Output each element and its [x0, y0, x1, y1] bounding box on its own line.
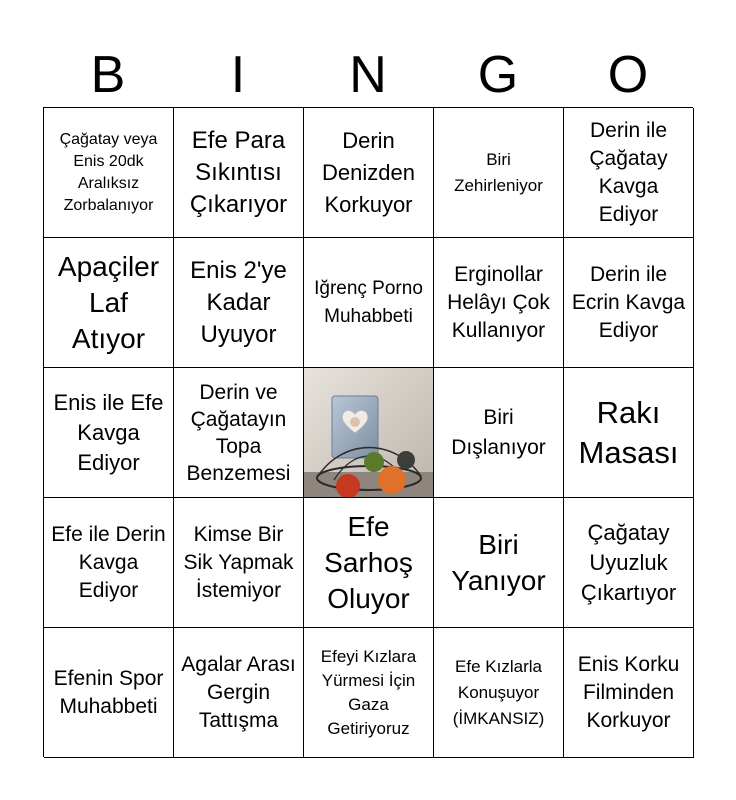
header-letter-o: O	[607, 46, 649, 104]
cell-text: Efe Para Sıkıntısı Çıkarıyor	[189, 126, 288, 218]
cell-text: Efe Sarhoş Oluyor	[324, 510, 413, 614]
bingo-cell-r5c1[interactable]	[44, 628, 174, 758]
cell-text: Efe ile Derin Kavga Ediyor	[51, 522, 166, 602]
cell-text: Efeyi Kızlara Yürmesi İçin Gaza Getiriyoruz	[320, 646, 417, 738]
bingo-cell-r2c5[interactable]	[564, 238, 694, 368]
bingo-cell-r4c2[interactable]	[174, 498, 304, 628]
cell-text: Iğrenç Porno Muhabbeti	[314, 277, 423, 327]
cell-text: Çağatay Uyuzluk Çıkartıyor	[580, 519, 677, 605]
cell-text: Biri Dışlanıyor	[451, 405, 546, 459]
bingo-cell-r4c3[interactable]	[304, 498, 434, 628]
cell-text: Agalar Arası Gergin Tattışma	[181, 652, 296, 732]
bingo-cell-r2c4[interactable]	[434, 238, 564, 368]
bingo-cell-r5c5[interactable]	[564, 628, 694, 758]
cell-text: Erginollar Helâyı Çok Kullanıyor	[447, 262, 550, 342]
cell-text: Rakı Masası	[578, 394, 679, 470]
cell-text: Biri Yanıyor	[451, 528, 546, 596]
header-letter-g: G	[477, 46, 519, 104]
cell-text: Derin ve Çağatayın Topa Benzemesi	[186, 380, 291, 485]
bingo-cell-r2c2[interactable]	[174, 238, 304, 368]
cell-text: Apaçiler Laf Atıyor	[57, 250, 160, 354]
bingo-cell-r3c5[interactable]	[564, 368, 694, 498]
cell-text: Derin ile Ecrin Kavga Ediyor	[571, 262, 686, 342]
free-space[interactable]	[304, 368, 434, 498]
cell-text: Enis Korku Filminden Korkuyor	[577, 652, 680, 732]
photo-frame-with-fruit-icon	[304, 368, 433, 497]
header-letter-n: N	[349, 46, 387, 104]
bingo-cell-r5c2[interactable]	[174, 628, 304, 758]
bingo-cell-r1c5[interactable]	[564, 108, 694, 238]
bingo-cell-r3c1[interactable]	[44, 368, 174, 498]
cell-text: Enis ile Efe Kavga Ediyor	[53, 389, 164, 475]
bingo-header	[43, 44, 693, 106]
bingo-cell-r5c3[interactable]	[304, 628, 434, 758]
bingo-cell-r3c4[interactable]	[434, 368, 564, 498]
cell-text: Derin ile Çağatay Kavga Ediyor	[589, 118, 668, 226]
bingo-cell-r4c1[interactable]	[44, 498, 174, 628]
bingo-cell-r4c5[interactable]	[564, 498, 694, 628]
bingo-cell-r2c1[interactable]	[44, 238, 174, 368]
bingo-board	[43, 107, 693, 757]
bingo-cell-r1c2[interactable]	[174, 108, 304, 238]
cell-text: Derin Denizden Korkuyor	[322, 127, 415, 217]
cell-text: Efe Kızlarla Konuşuyor (İMKANSIZ)	[452, 656, 545, 728]
cell-text: Efenin Spor Muhabbeti	[53, 666, 164, 718]
bingo-cell-r2c3[interactable]	[304, 238, 434, 368]
bingo-cell-r5c4[interactable]	[434, 628, 564, 758]
header-letter-b: B	[90, 46, 126, 104]
header-letter-i: I	[230, 46, 246, 104]
cell-text: Enis 2'ye Kadar Uyuyor	[190, 256, 287, 348]
cell-text: Kimse Bir Sik Yapmak İstemiyor	[183, 522, 294, 602]
cell-text: Biri Zehirleniyor	[454, 149, 543, 195]
bingo-cell-r1c4[interactable]	[434, 108, 564, 238]
bingo-cell-r1c1[interactable]	[44, 108, 174, 238]
bingo-cell-r4c4[interactable]	[434, 498, 564, 628]
cell-text: Çağatay veya Enis 20dk Aralıksız Zorbalanıyor	[59, 130, 158, 214]
bingo-cell-r3c2[interactable]	[174, 368, 304, 498]
bingo-cell-r1c3[interactable]	[304, 108, 434, 238]
